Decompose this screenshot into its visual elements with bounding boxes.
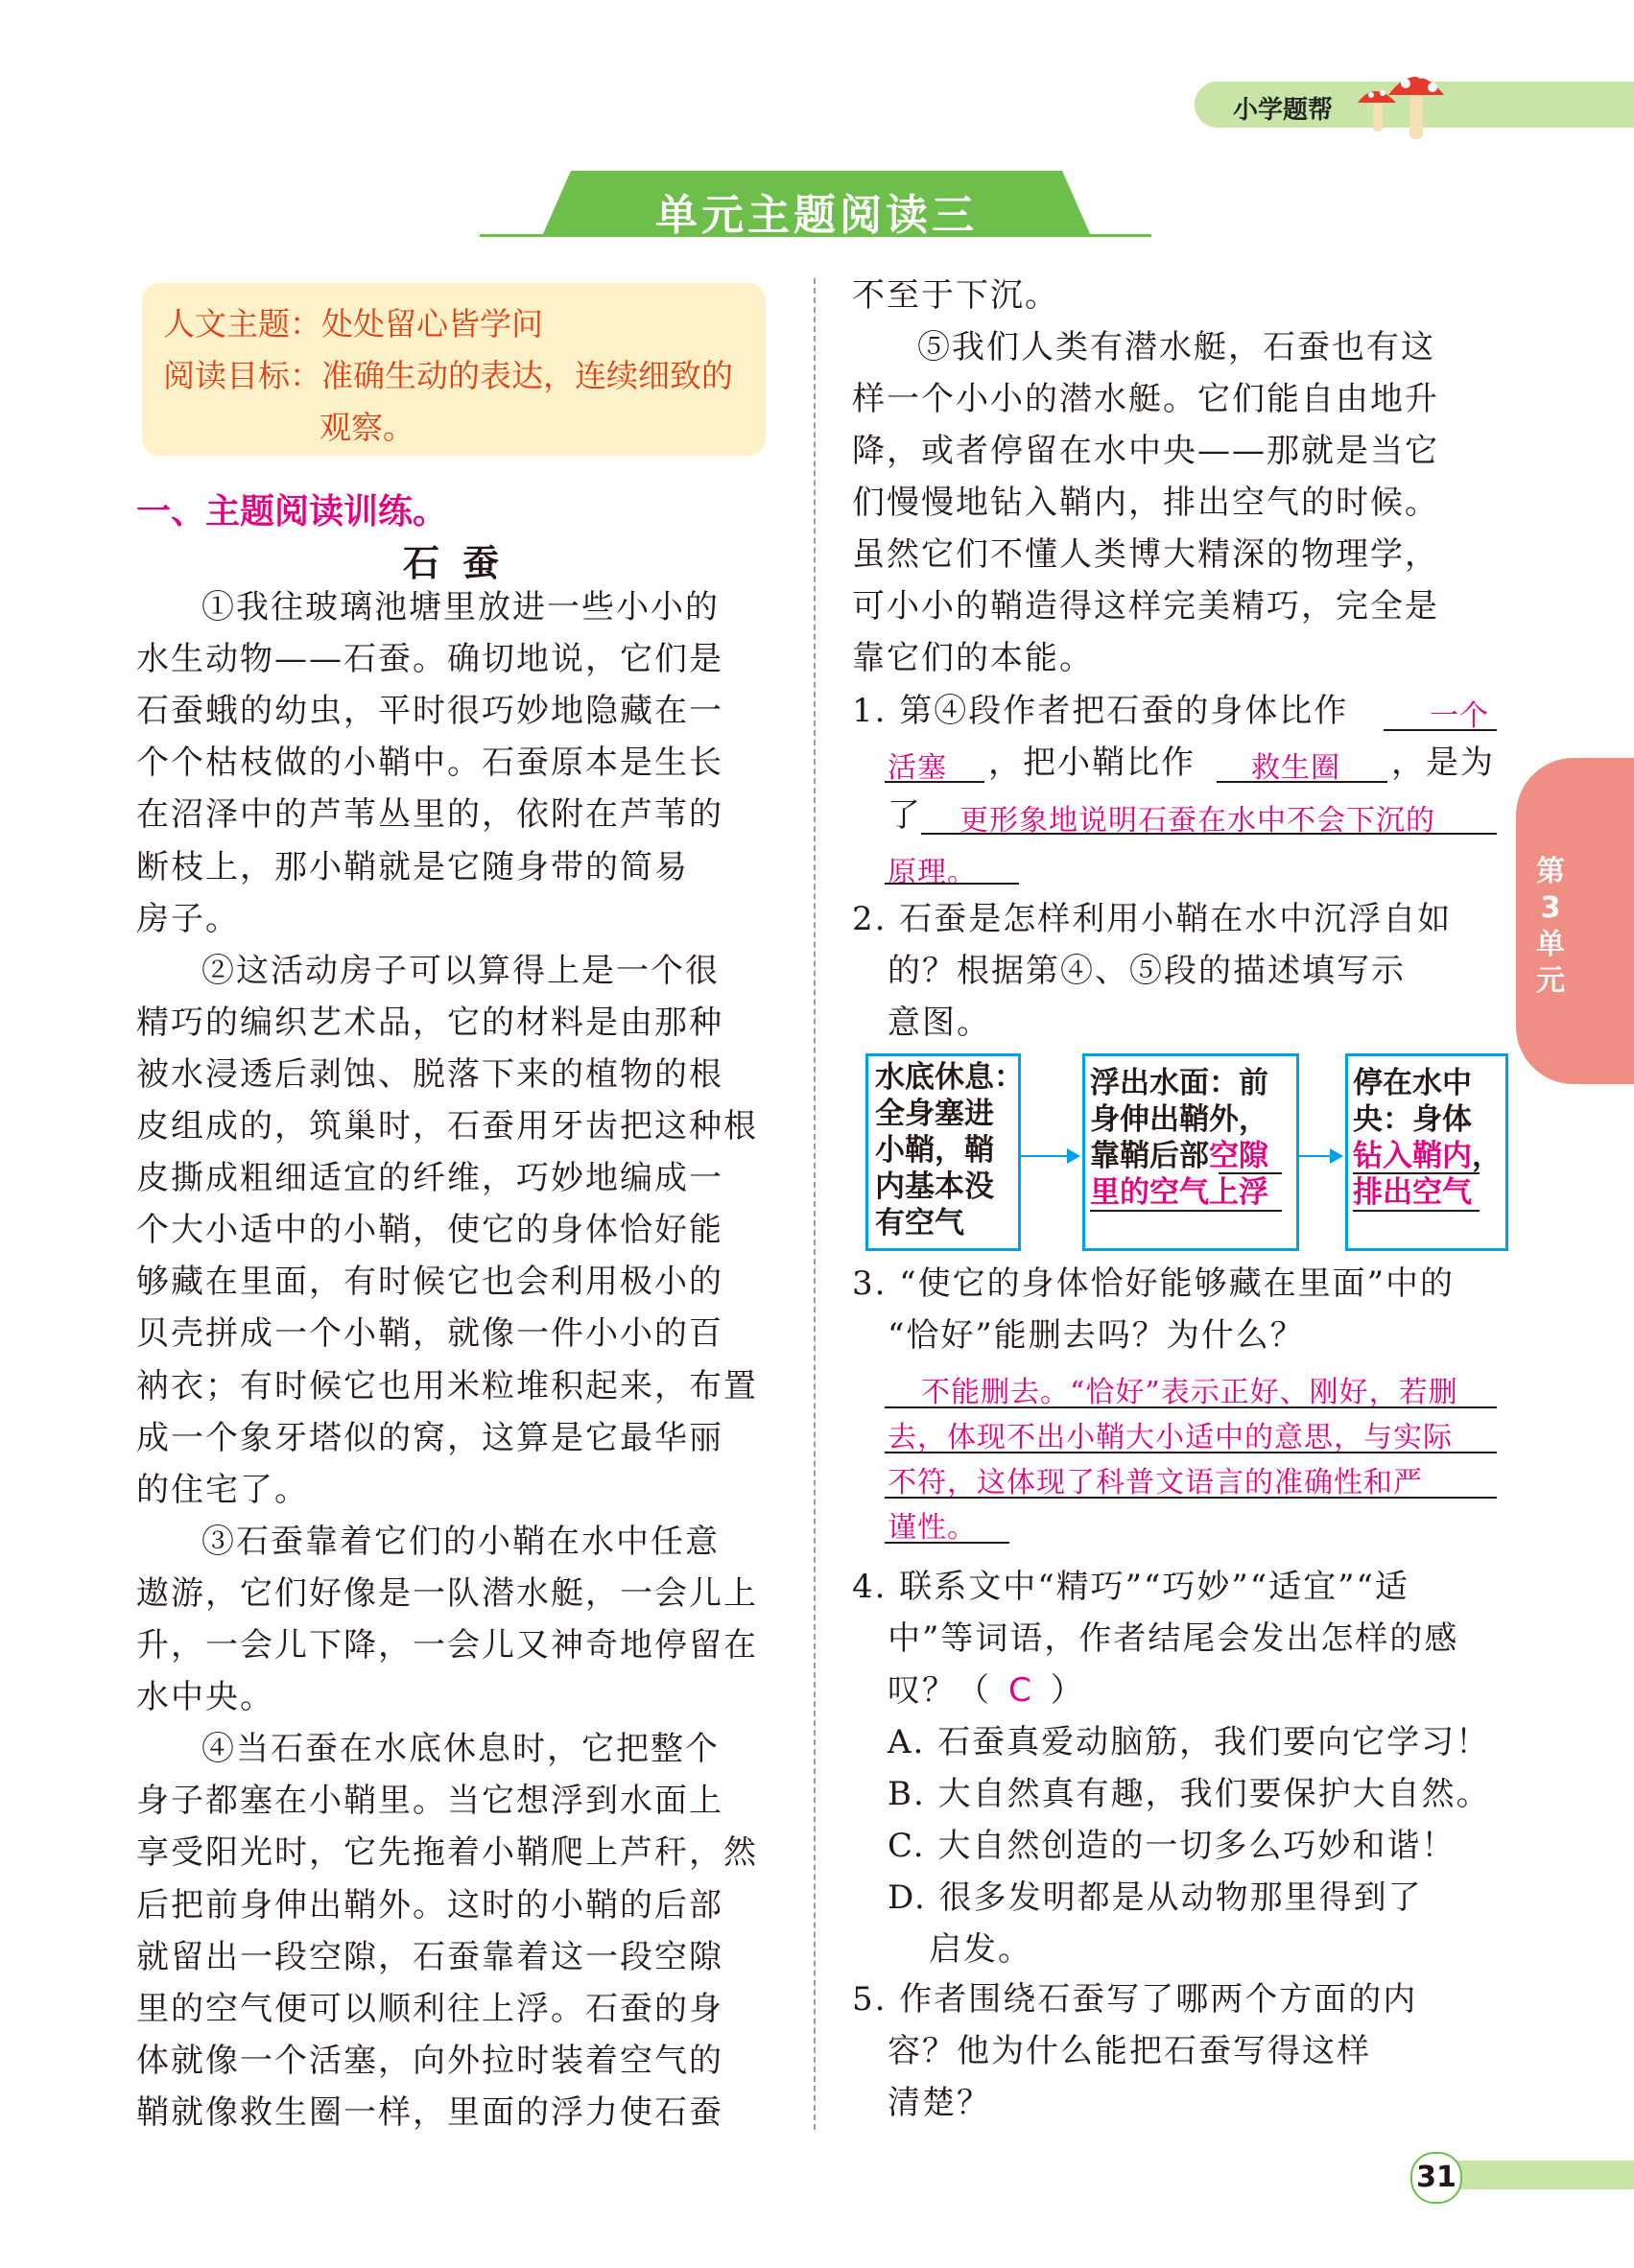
q1-text-b: ，把小鞘比作 [988,744,1196,782]
q4-line-3-text: 叹？（ [888,1671,991,1710]
article-line: 遨游，它们好像是一队潜水艇，一会儿上 [136,1573,758,1613]
article-line: 断枝上，那小鞘就是它随身带的简易 [136,847,689,886]
q2-line-1: 2. 石蚕是怎样利用小鞘在水中沉浮自如 [852,900,1453,938]
q3-line-1: 3. “使它的身体恰好能够藏在里面”中的 [852,1264,1456,1303]
q4-line-3-close: ） [1050,1671,1085,1710]
article-line: 身子都塞在小鞘里。当它想浮到水面上 [136,1782,723,1821]
theme-line: 人文主题：处处留心皆学问 [163,305,543,343]
article-line: 就留出一段空隙，石蚕靠着这一段空隙 [136,1937,723,1976]
article-line: 们慢慢地钻入鞘内，排出空气的时候。 [852,484,1439,522]
article-line: 个个枯枝做的小鞘中。石蚕原本是生长 [136,744,723,783]
q4-line-1: 4. 联系文中“精巧”“巧妙”“适宜”“适 [852,1568,1409,1606]
q4-option: B. 大自然真有趣，我们要保护大自然。 [888,1775,1491,1813]
answer-underline [1217,781,1387,783]
diagram-arrow [1019,1155,1069,1157]
answer-underline [921,833,1497,835]
answer-underline [1353,1210,1480,1212]
answer-underline [1090,1210,1282,1212]
q4-option: A. 石蚕真爱动脑筋，我们要向它学习！ [888,1723,1491,1761]
answer-underline [885,1406,1497,1408]
article-line: ①我往玻璃池塘里放进一些小小的 [201,588,720,626]
article-line: 体就像一个活塞，向外拉时装着空气的 [136,2041,723,2080]
article-line: ③石蚕靠着它们的小鞘在水中任意 [201,1522,720,1561]
q2-line-2: 的？根据第④、⑤段的描述填写示 [888,952,1406,990]
diagram-float-answer-a: 空隙 [1209,1139,1268,1173]
diagram-stay-l2: 央：身体 [1353,1102,1472,1137]
q3-answer-line: 谨性。 [888,1511,977,1545]
goal-line-cont: 观察。 [320,409,414,446]
diagram-bottom-line: 内基本没 [875,1169,994,1204]
diagram-bottom-line: 小鞘，鞘 [875,1133,994,1168]
article-line: 虽然它们不懂人类博大精深的物理学， [852,535,1439,574]
article-line: 里的空气便可以顺利往上浮。石蚕的身 [136,1989,723,2028]
diagram-float-l2: 身伸出鞘外， [1090,1102,1268,1137]
section-heading: 一、主题阅读训练。 [136,492,448,532]
answer-underline [885,883,1019,885]
goal-line: 阅读目标：准确生动的表达，连续细致的 [163,357,733,394]
article-line: 被水浸透后剥蚀、脱落下来的植物的根 [136,1054,723,1094]
q1-answer-a: 一个 [1430,699,1489,733]
q4-option: 启发。 [929,1930,1032,1969]
article-line: 精巧的编织艺术品，它的材料是由那种 [136,1003,723,1042]
article-line: 成一个象牙塔似的窝，这算是它最华丽 [136,1418,723,1457]
article-line: 可小小的鞘造得这样完美精巧，完全是 [852,587,1439,626]
q3-answer-line: 去，体现不出小鞘大小适中的意思，与实际 [888,1421,1453,1454]
article-line: 不至于下沉。 [852,276,1059,315]
article-line: 降，或者停留在水中央——那就是当它 [852,432,1439,470]
q1-text-c: ，是为 [1391,744,1495,782]
q1-answer-b: 活塞 [888,751,947,785]
article-line: 后把前身伸出鞘外。这时的小鞘的后部 [136,1885,723,1925]
q1-text-a: 1. 第④段作者把石蚕的身体比作 [852,692,1349,730]
diagram-stay-answer-b: 排出空气 [1353,1175,1472,1210]
diagram-float-l3 [1090,1138,1268,1174]
q5-line-2: 容？他为什么能把石蚕写得这样 [888,2032,1371,2070]
unit-label: 第3单元 [1536,855,1565,998]
q2-line-3: 意图。 [888,1004,991,1042]
article-line: 个大小适中的小鞘，使它的身体恰好能 [136,1211,723,1250]
q4-line-3 [888,1664,1085,1711]
article-line: ②这活动房子可以算得上是一个很 [201,951,720,990]
article-title: 石蚕 [403,542,523,584]
diagram-stay-l3 [1353,1138,1502,1174]
article-line: 享受阳光时，它先拖着小鞘爬上芦秆，然 [136,1833,758,1873]
q4-line-2: 中”等词语，作者结尾会发出怎样的感 [888,1619,1459,1658]
page-number: 31 [1416,2161,1456,2194]
page-title: 单元主题阅读三 [655,191,978,240]
answer-underline [885,1542,1009,1544]
article-line: 在沼泽中的芦苇丛里的，依附在芦苇的 [136,795,723,835]
article-line: ⑤我们人类有潜水艇，石蚕也有这 [917,328,1435,366]
diagram-stay-answer-a: 钻入鞘内 [1353,1139,1472,1173]
q1-answer-c: 救生圈 [1251,751,1340,785]
answer-underline [885,1497,1497,1499]
article-line: 升，一会儿下降，一会儿又神奇地停留在 [136,1626,758,1665]
answer-underline [885,1452,1497,1453]
column-divider [814,278,816,2130]
q1-answer-d: 更形象地说明石蚕在水中不会下沉的 [959,804,1435,838]
q4-option: C. 大自然创造的一切多么巧妙和谐！ [888,1827,1456,1865]
diagram-float-l3-text: 靠鞘后部 [1090,1139,1209,1173]
answer-underline [885,781,984,783]
diagram-float-l1: 浮出水面：前 [1090,1066,1268,1100]
q1-answer-e: 原理。 [888,856,977,889]
q1-text-d: 了 [888,796,922,835]
q5-line-3: 清楚？ [888,2084,991,2122]
article-line: 够藏在里面，有时候它也会利用极小的 [136,1263,723,1302]
q4-answer: C [1008,1671,1033,1710]
diagram-box-bottom-text [875,1059,1024,1241]
article-line: 鞘就像救生圈一样，里面的浮力使石蚕 [136,2092,723,2132]
mushroom-icon [1348,53,1454,149]
article-line: 贝壳拼成一个小鞘，就像一件小小的百 [136,1314,723,1354]
q3-answer-line: 不符，这体现了科普文语言的准确性和严 [888,1466,1423,1500]
q3-line-2: “恰好”能删去吗？为什么？ [888,1316,1305,1355]
article-line: 皮组成的，筑巢时，石蚕用牙齿把这种根 [136,1107,758,1146]
article-line: 皮撕成粗细适宜的纤维，巧妙地编成一 [136,1159,723,1198]
diagram-stay-l1: 停在水中 [1353,1066,1472,1100]
article-line: 的住宅了。 [136,1470,309,1509]
diagram-bottom-line: 全身塞进 [875,1097,994,1131]
arrow-head-icon [1330,1148,1343,1164]
diagram-stay-comma: ， [1472,1139,1502,1173]
q3-answer-line: 不能删去。“恰好”表示正好、刚好，若删 [921,1376,1458,1409]
article-line: 靠它们的本能。 [852,639,1094,677]
arrow-head-icon [1067,1148,1080,1164]
article-line: ④当石蚕在水底休息时，它把整个 [201,1730,720,1769]
diagram-float-answer-b: 里的空气上浮 [1090,1175,1268,1210]
article-line: 衲衣；有时候它也用米粒堆积起来，布置 [136,1366,758,1406]
article-line: 石蚕蛾的幼虫，平时很巧妙地隐藏在一 [136,692,723,731]
q5-line-1: 5. 作者围绕石蚕写了哪两个方面的内 [852,1980,1418,2019]
article-line: 房子。 [136,899,240,938]
answer-underline [1353,1172,1480,1174]
article-line: 水生动物——石蚕。确切地说，它们是 [136,640,723,679]
diagram-bottom-line: 水底休息： [875,1060,1024,1095]
answer-underline [1384,729,1497,731]
article-line: 水中央。 [136,1678,274,1717]
q4-option: D. 很多发明都是从动物那里得到了 [888,1878,1423,1917]
answer-underline [1219,1172,1282,1174]
brand-label: 小学题帮 [1233,96,1334,125]
article-line: 样一个小小的潜水艇。它们能自由地升 [852,380,1439,418]
diagram-arrow [1297,1155,1332,1157]
diagram-bottom-line: 有空气 [875,1206,964,1240]
